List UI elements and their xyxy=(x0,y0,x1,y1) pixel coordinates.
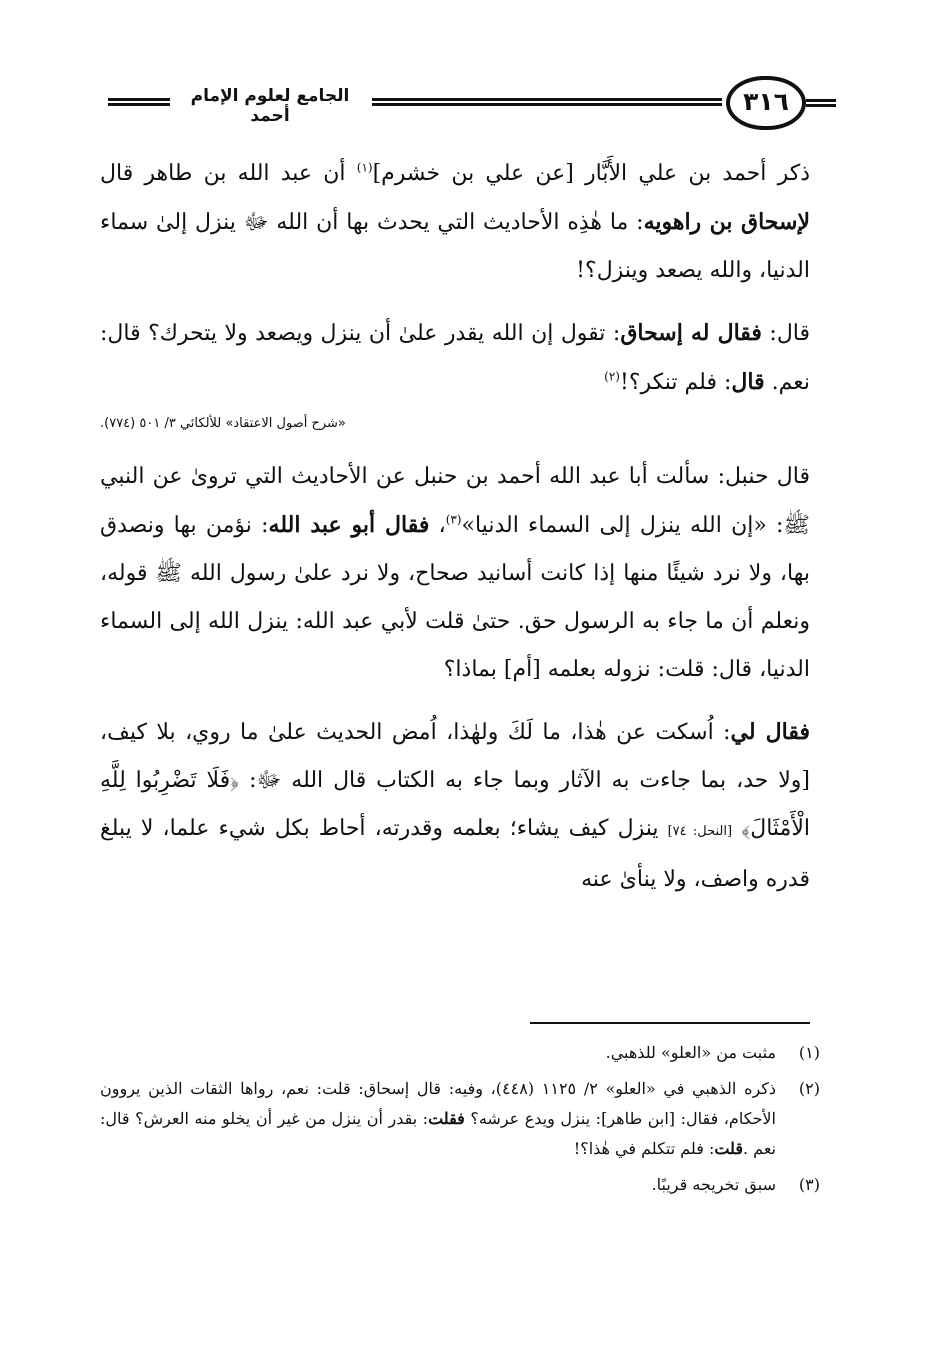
text-span: ذكره الذهبي في «العلو» ٢/ ١١٢٥ (٤٤٨)، وفيه: قال إسحاق: قلت: نعم، رواها الثقات الذين يروون الأحكام، فقال: [ابن طاهر]: ينزل ويدع عرشه؟ xyxy=(100,1079,777,1128)
paragraph-4 xyxy=(100,708,810,904)
footnote-ref: (٢) xyxy=(604,369,620,384)
text-span: : ما هٰذِه الأحاديث التي يحدث بها أن الله ﷻ ينزل إلىٰ سماء الدنيا، والله يصعد وينزل؟! xyxy=(100,210,810,283)
footnote-separator xyxy=(530,1022,810,1024)
text-span: : بقدر أن ينزل من غير أن يخلو منه العرش؟ قال: نعم . xyxy=(100,1109,776,1158)
bold-phrase: فقال لي xyxy=(730,719,810,745)
text-span: : فلم تنكر؟! xyxy=(619,370,732,395)
footnote-number: (٢) xyxy=(798,1079,820,1098)
text-span: أن عبد الله بن طاهر قال xyxy=(100,161,357,186)
bold-phrase: قال xyxy=(731,369,765,395)
bold-phrase: فقلت xyxy=(428,1109,465,1128)
text-span: : اُسكت عن هٰذا، ما لَكَ ولهٰذا، اُمض الحديث علىٰ ما روي، بلا كيف، [ولا حد، بما جاءت به الآثار وبما جاء به الكتاب قال الله ﷻ: ﴿فَلَا تَضْرِبُوا لِلَّهِ الْأَمْثَالَ﴾ xyxy=(100,720,810,841)
paragraph-1 xyxy=(100,150,810,295)
header-rule-middle xyxy=(372,98,722,106)
text-span: : تقول إن الله يقدر علىٰ أن ينزل ويصعد ولا يتحرك؟ قال: نعم. xyxy=(100,321,810,395)
header-rule-left xyxy=(108,98,170,106)
paragraph-2 xyxy=(100,309,810,407)
footnote-text: سبق تخريجه قريبًا. xyxy=(651,1175,776,1194)
footnotes xyxy=(100,1038,820,1206)
page-number: ٣١٦ xyxy=(743,87,789,116)
text-span: قال حنبل: سألت أبا عبد الله أحمد بن حنبل عن الأحاديث التي تروىٰ عن النبي ﷺ: «إن الله ينزل إلى السماء الدنيا» xyxy=(100,464,811,538)
main-text xyxy=(100,150,810,904)
footnote-1 xyxy=(100,1038,820,1068)
footnote-text: مثبت من «العلو» للذهبي. xyxy=(605,1043,776,1062)
text-span: قال: xyxy=(761,321,811,346)
footnote-2 xyxy=(100,1074,820,1164)
footnote-ref: (١) xyxy=(356,160,373,175)
text-span: ، xyxy=(429,513,446,538)
bold-phrase: فقال أبو عبد الله xyxy=(268,512,430,538)
page-number-badge xyxy=(726,76,806,130)
text-span: ينزل كيف يشاء؛ بعلمه وقدرته، أحاط بكل شيء علما، لا يبلغ قدره واصف، ولا ينأىٰ عنه xyxy=(100,816,810,892)
source-reference: «شرح أصول الاعتقاد» للألكائي ٣/ ٥٠١ (٧٧٤). xyxy=(100,416,346,431)
header-rule-right xyxy=(806,99,836,107)
text-span: : نؤمن بها ونصدق بها، ولا نرد شيئًا منها إذا كانت أسانيد صحاح، ولا نرد علىٰ رسول الله ﷺ قوله، ونعلم أن ما جاء به الرسول حق. حتىٰ قلت لأبي عبد الله: ينزل الله إلى السماء الدنيا، قال: قلت: نزوله بعلمه [أم] بماذا؟ xyxy=(100,513,810,682)
running-title: الجامع لعلوم الإمام أحمد xyxy=(190,86,350,126)
text-span: ذكر أحمد بن علي الأَبَّار [عن علي بن خشرم] xyxy=(372,161,810,186)
bold-name: لإسحاق بن راهويه xyxy=(643,209,810,235)
ayah-reference: [النحل: ٧٤] xyxy=(667,824,733,839)
bold-phrase: قلت xyxy=(714,1139,743,1158)
footnote-text xyxy=(100,1074,776,1164)
footnote-ref: (٣) xyxy=(445,512,462,527)
footnote-3 xyxy=(100,1170,820,1200)
footnote-number: (٣) xyxy=(798,1175,820,1194)
page-header xyxy=(100,70,840,142)
bold-phrase: فقال له إسحاق xyxy=(620,320,762,346)
paragraph-3 xyxy=(100,453,810,694)
text-span: : فلم تتكلم في هٰذا؟! xyxy=(573,1139,715,1158)
footnote-number: (١) xyxy=(798,1043,820,1062)
